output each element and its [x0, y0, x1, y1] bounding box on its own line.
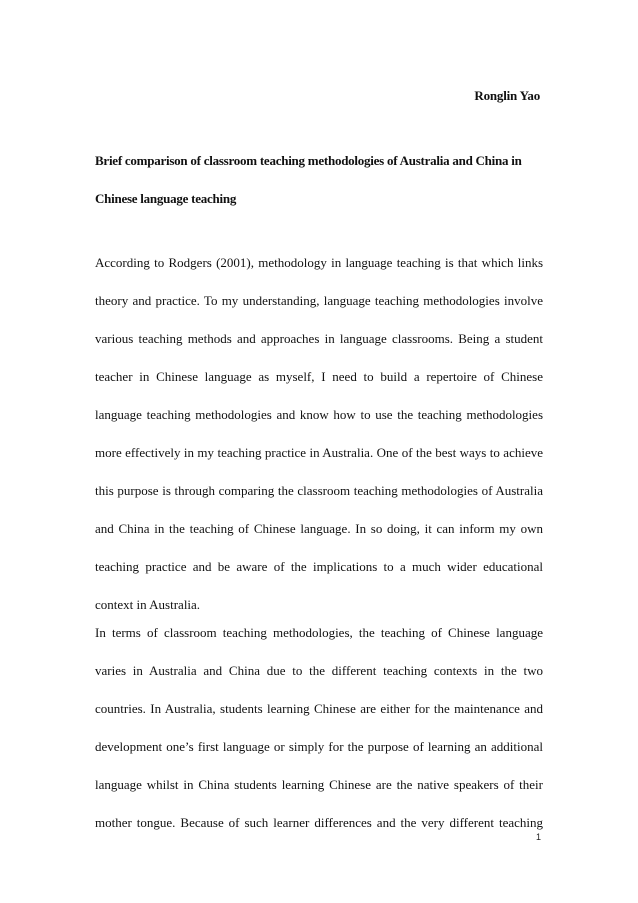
document-title-line-1: Brief comparison of classroom teaching methodologies of Australia and China in [95, 153, 522, 168]
paragraph-line: In terms of classroom teaching methodologies, the teaching of Chinese language [95, 625, 543, 640]
paragraph-line: language whilst in China students learning Chinese are the native speakers of their [95, 777, 543, 792]
paragraph-line: teaching practice and be aware of the implications to a much wider educational [95, 559, 543, 574]
paragraph-line: development one’s first language or simply for the purpose of learning an additional [95, 739, 543, 754]
author-name: Ronglin Yao [474, 88, 540, 103]
paragraph-line: language teaching methodologies and know how to use the teaching methodologies [95, 407, 543, 422]
paragraph-line: context in Australia. [95, 597, 201, 612]
page-number: 1 [535, 832, 541, 842]
paragraph-line: theory and practice. To my understanding, language teaching methodologies involve [95, 293, 543, 308]
paragraph-line: and China in the teaching of Chinese language. In so doing, it can inform my own [95, 521, 543, 536]
paragraph-line: mother tongue. Because of such learner differences and the very different teaching [95, 815, 543, 830]
paragraph-line: teacher in Chinese language as myself, I need to build a repertoire of Chinese [95, 369, 543, 384]
paragraph-line: According to Rodgers (2001), methodology in language teaching is that which links [95, 255, 543, 270]
paragraph-line: this purpose is through comparing the classroom teaching methodologies of Australia [95, 483, 543, 498]
paragraph-line: countries. In Australia, students learning Chinese are either for the maintenance and [95, 701, 543, 716]
paragraph-line: more effectively in my teaching practice in Australia. One of the best ways to achieve [95, 445, 543, 460]
document-title-line-2: Chinese language teaching [95, 191, 237, 206]
paragraph-line: varies in Australia and China due to the different teaching contexts in the two [95, 663, 543, 678]
paragraph-line: various teaching methods and approaches in language classrooms. Being a student [95, 331, 543, 346]
